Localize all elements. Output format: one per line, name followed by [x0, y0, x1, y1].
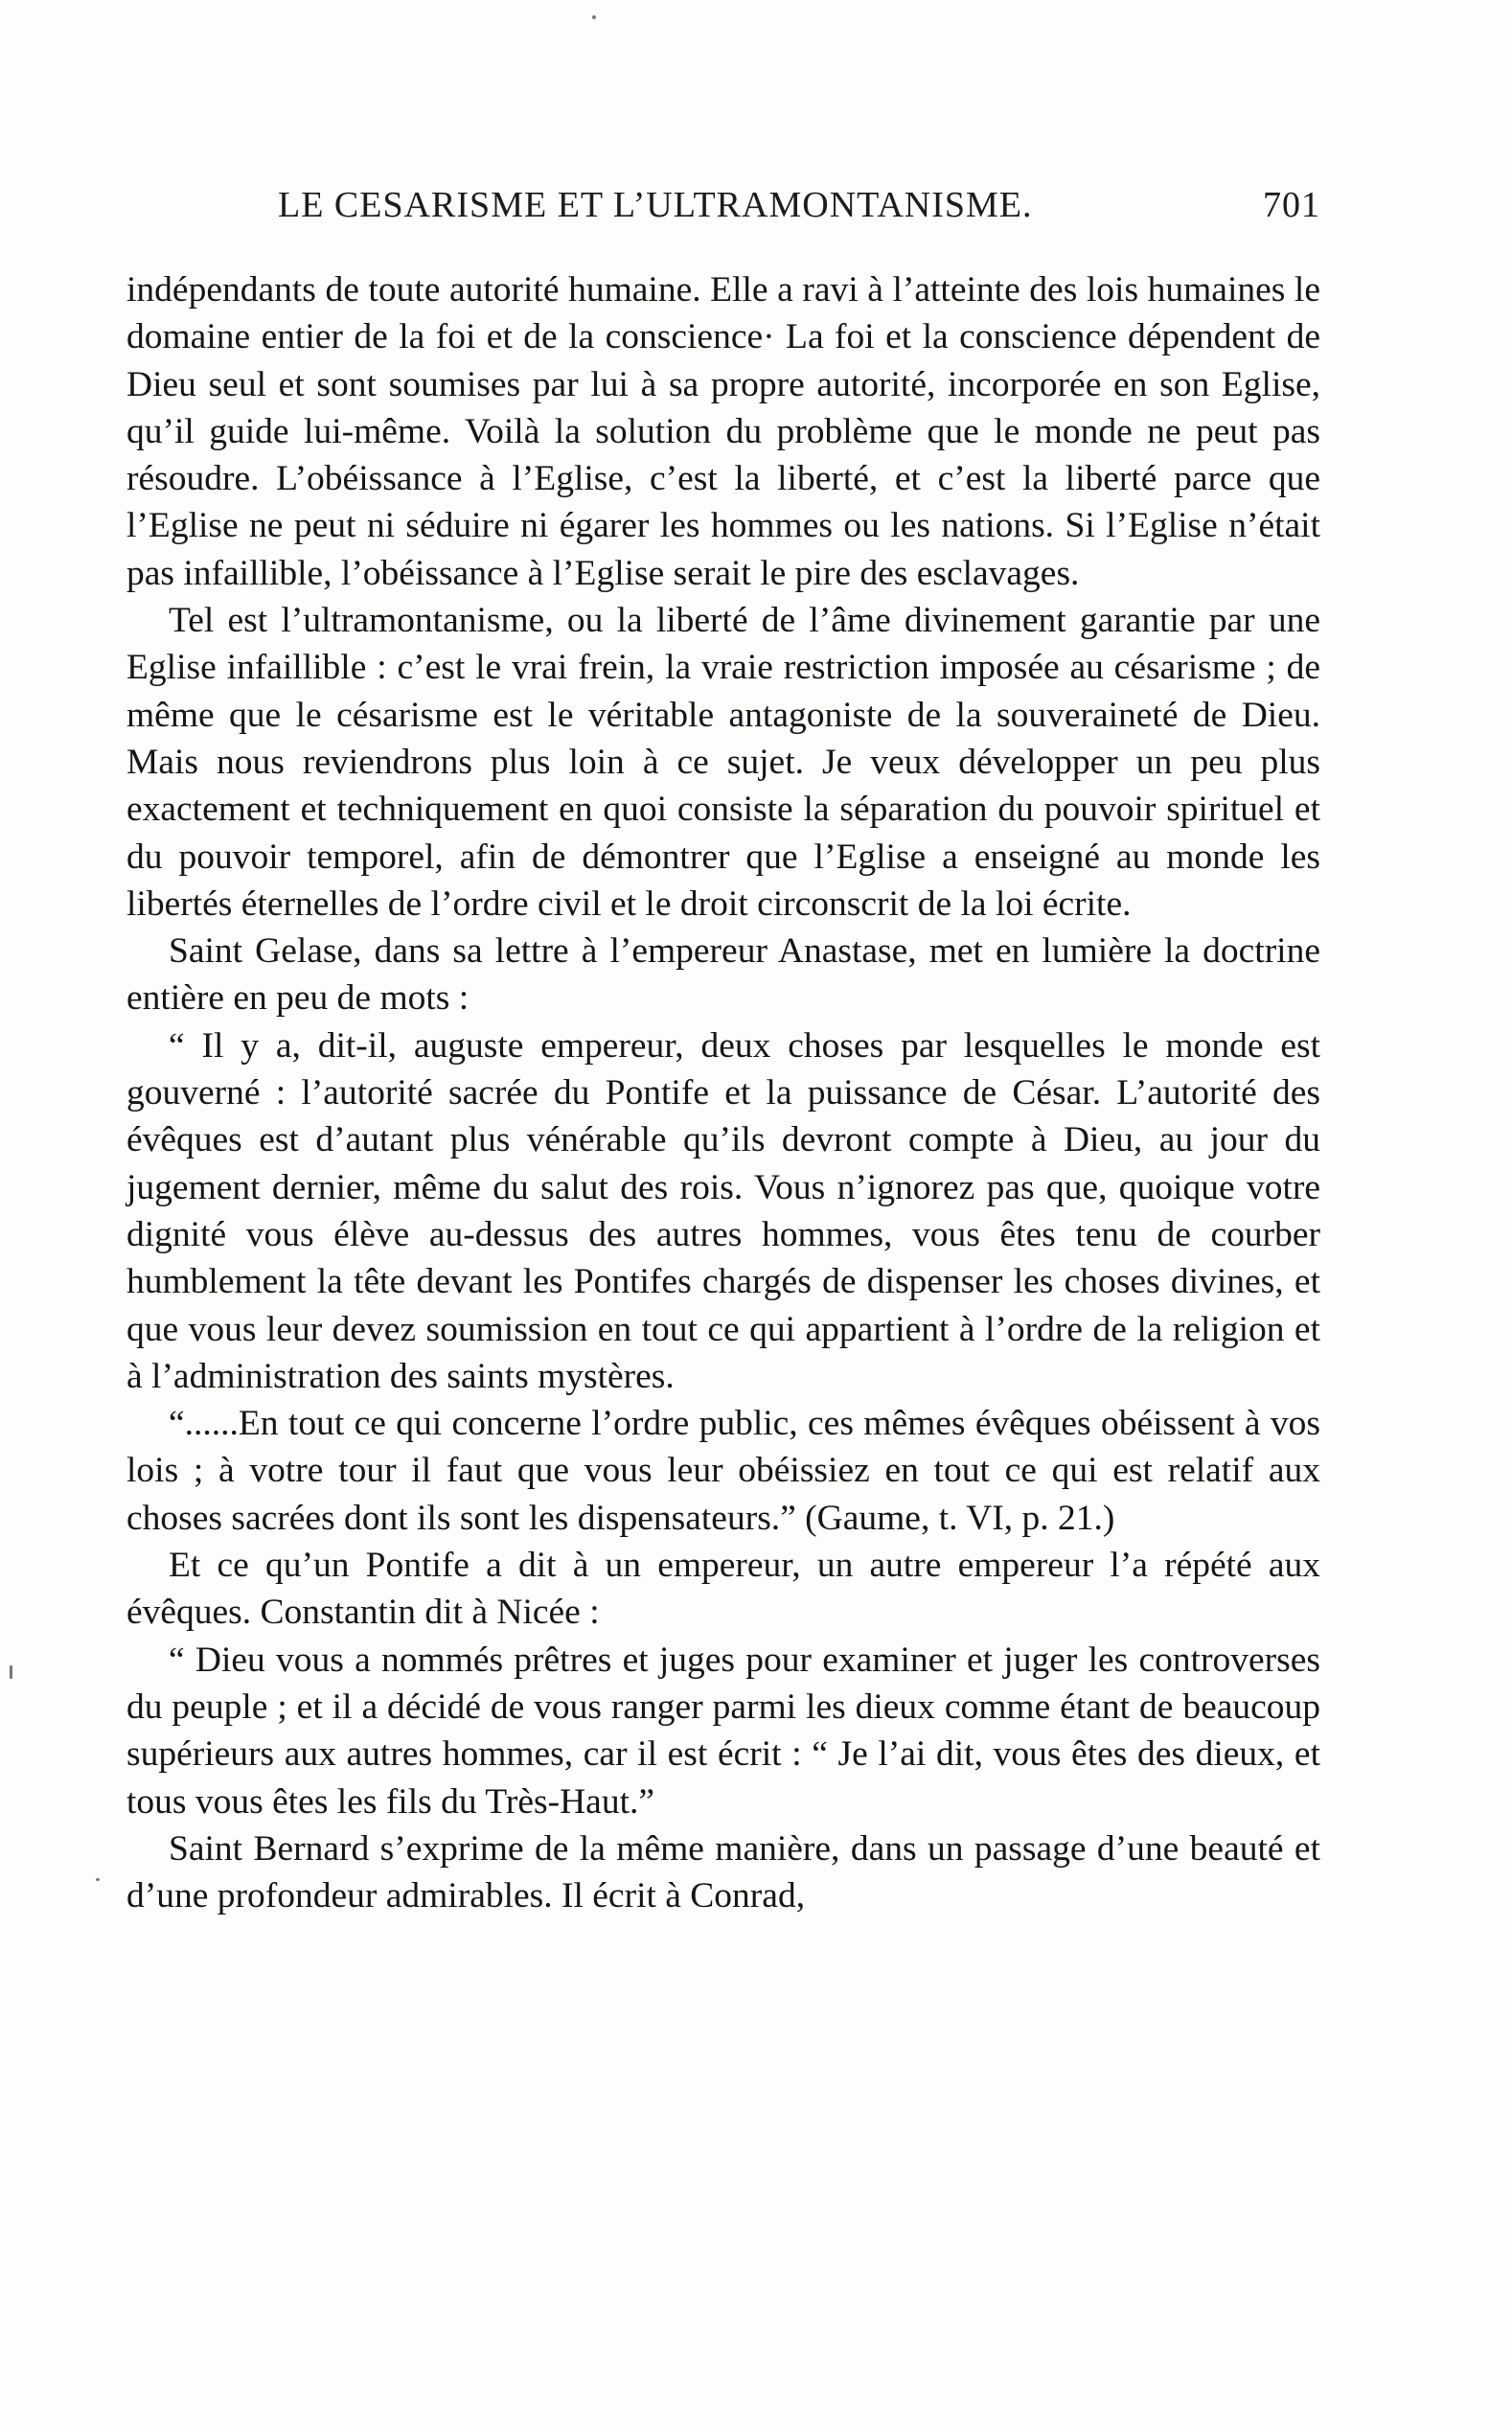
- ink-speck: [592, 15, 596, 19]
- paragraph: indépendants de toute autorité humaine. Elle a ravi à l’atteinte des lois humaines le domaine entier de la foi et de la conscience· La foi et la conscience dépendent de Dieu seul et sont soumises par lui à sa propre autorité, incorporée en son Eglise, qu’il guide lui-même. Voilà la solution du problème que le monde ne peut pas résoudre. L’obéissance à l’Eglise, c’est la liberté, et c’est la liberté parce que l’Eglise ne peut ni séduire ni égarer les hommes ou les nations. Si l’Eglise n’était pas infaillible, l’obéissance à l’Eglise serait le pire des esclavages.: [126, 270, 1320, 593]
- paragraph: Saint Bernard s’exprime de la même manière, dans un passage d’une beauté et d’une profondeur admirables. Il écrit à Conrad,: [126, 1828, 1320, 1916]
- ink-speck: [10, 1665, 12, 1679]
- quotation: “ Il y a, dit-il, auguste empereur, deux choses par lesquelles le monde est gouverné : l’autorité sacrée du Pontife et la puissance de César. L’autorité des évêques est d’autant plus vénérable qu’ils devront compte à Dieu, au jour du jugement dernier, même du salut des rois. Vous n’ignorez pas que, quoique votre dignité vous élève au-dessus des autres hommes, vous êtes tenu de courber humblement la tête devant les Pontifes chargés de dispenser les choses divines, et que vous leur devez soumission en tout ce qui appartient à l’ordre de la religion et à l’administration des saints mystères.: [126, 1025, 1320, 1396]
- running-header: [278, 184, 1320, 241]
- quotation: “......En tout ce qui concerne l’ordre public, ces mêmes évêques obéissent à vos lois ; à votre tour il faut que vous leur obéissiez en tout ce qui est relatif aux choses sacrées dont ils sont les dispensateurs.” (Gaume, t. VI, p. 21.): [126, 1404, 1320, 1538]
- paragraph: Saint Gelase, dans sa lettre à l’empereur Anastase, met en lumière la doctrine entière en peu de mots :: [126, 931, 1320, 1019]
- quotation: “ Dieu vous a nommés prêtres et juges pour examiner et juger les controverses du peuple ; et il a décidé de vous ranger parmi les dieux comme étant de beaucoup supérieurs aux autres hommes, car il est écrit : “ Je l’ai dit, vous êtes des dieux, et tous vous êtes les fils du Très-Haut.”: [126, 1640, 1320, 1822]
- body-text: [126, 266, 1320, 1919]
- paragraph: Tel est l’ultramontanisme, ou la liberté de l’âme divinement garantie par une Eglise infaillible : c’est le vrai frein, la vraie restriction imposée au césarisme ; de même que le césarisme est le véritable antagoniste de la souveraineté de Dieu. Mais nous reviendrons plus loin à ce sujet. Je veux développer un peu plus exactement et techniquement en quoi consiste la séparation du pouvoir spirituel et du pouvoir temporel, afin de démontrer que l’Eglise a enseigné au monde les libertés éternelles de l’ordre civil et le droit circonscrit de la loi écrite.: [126, 601, 1320, 924]
- paragraph: Et ce qu’un Pontife a dit à un empereur, un autre empereur l’a répété aux évêques. Constantin dit à Nicée :: [126, 1546, 1320, 1633]
- ink-speck: [96, 1878, 100, 1881]
- running-title: LE CESARISME ET L’ULTRAMONTANISME.: [278, 185, 1033, 225]
- page-number: 701: [1263, 185, 1320, 225]
